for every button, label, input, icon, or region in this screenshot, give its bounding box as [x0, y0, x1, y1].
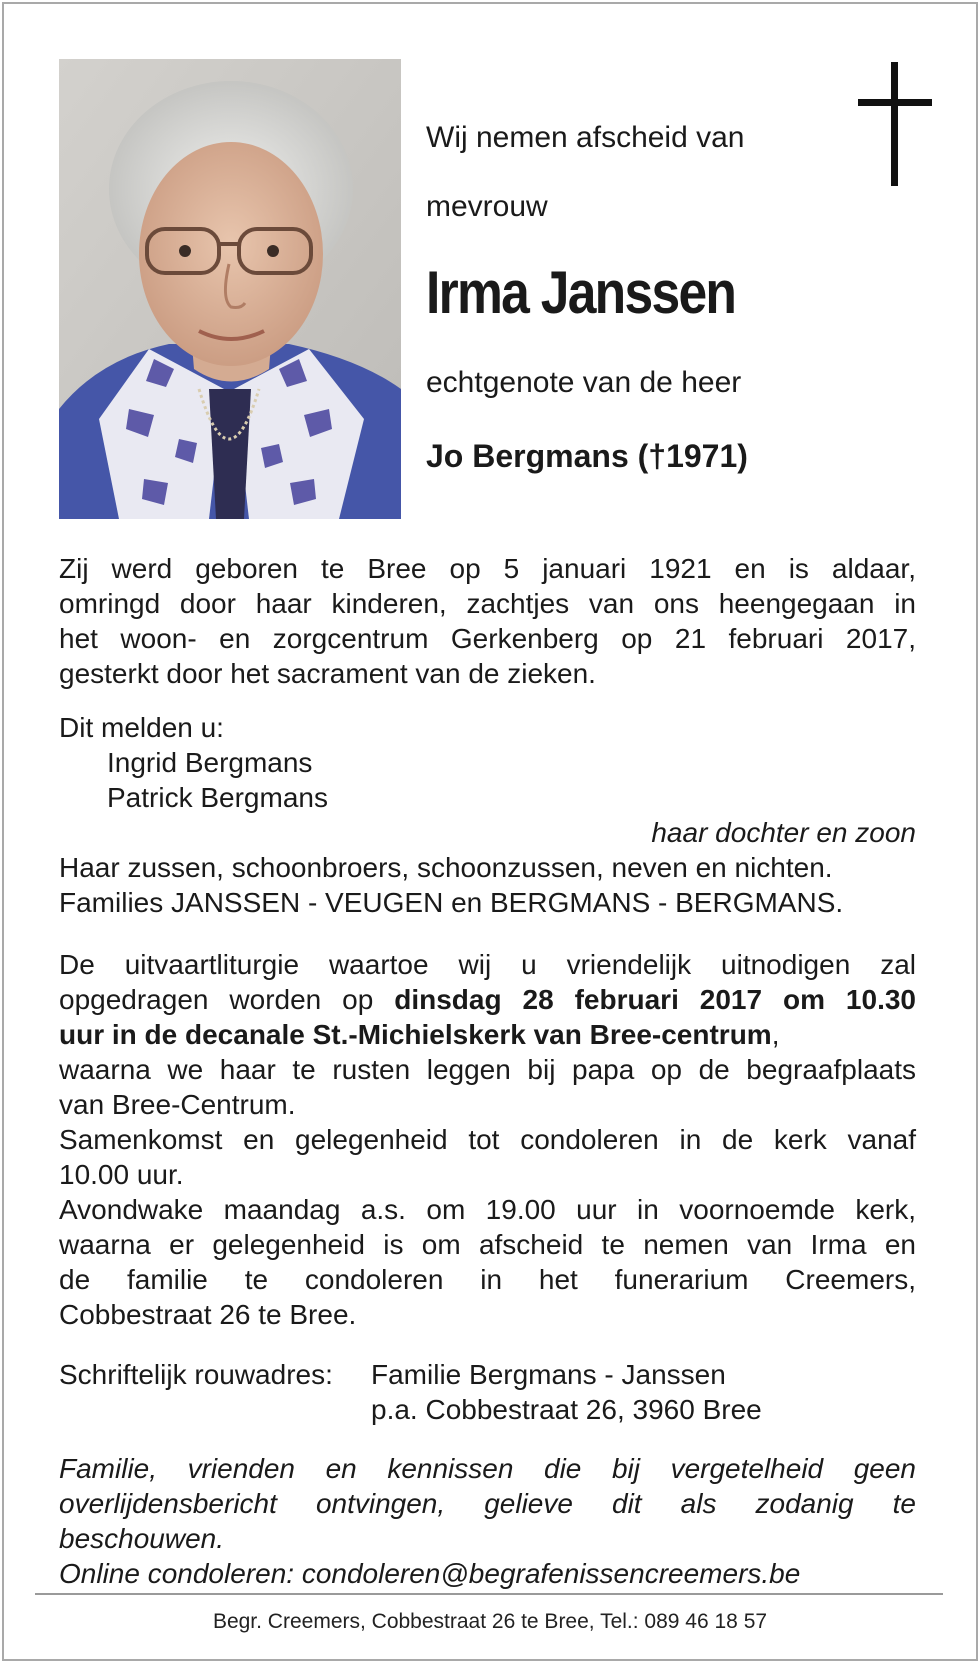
birth-line: Zij werd geboren te Bree op 5 januari 1921 en is aldaar,: [59, 553, 916, 584]
announcers-paragraph: [59, 710, 916, 920]
liturgy-paragraph: [59, 947, 916, 1332]
portrait-photo: [59, 59, 401, 519]
address-street: p.a. Cobbestraat 26, 3960 Bree: [371, 1394, 762, 1425]
birth-paragraph: [59, 551, 916, 691]
spouse-name: Jo Bergmans (†1971): [426, 438, 748, 474]
wake-line: de familie te condoleren in het funerarium Creemers,: [59, 1264, 916, 1295]
liturgy-text: opgedragen worden op: [59, 984, 395, 1015]
liturgy-date: dinsdag 28 februari 2017 om 10.30: [394, 984, 916, 1015]
wake-line: Avondwake maandag a.s. om 19.00 uur in voornoemde kerk,: [59, 1194, 916, 1225]
intro-text: Wij nemen afscheid van: [426, 121, 745, 154]
child-name: Patrick Bergmans: [107, 782, 328, 813]
closing-line: Familie, vrienden en kennissen die bij vergetelheid geen: [59, 1453, 916, 1484]
birth-line: het woon- en zorgcentrum Gerkenberg op 21 februari 2017,: [59, 623, 916, 654]
deceased-name: Irma Janssen: [426, 259, 736, 326]
honorific: mevrouw: [426, 190, 548, 223]
wake-line: Cobbestraat 26 te Bree.: [59, 1299, 357, 1330]
liturgy-line: [59, 982, 916, 1017]
address-name: Familie Bergmans - Janssen: [371, 1359, 726, 1390]
liturgy-line: De uitvaartliturgie waartoe wij u vriendelijk uitnodigen zal: [59, 949, 916, 980]
children-relation: haar dochter en zoon: [651, 817, 916, 848]
relatives-line: Haar zussen, schoonbroers, schoonzussen, neven en nichten.: [59, 852, 833, 883]
wake-line: waarna er gelegenheid is om afscheid te nemen van Irma en: [59, 1229, 916, 1260]
closing-line: overlijdensbericht ontvingen, gelieve dit als zodanig te: [59, 1488, 916, 1519]
liturgy-location: uur in de decanale St.-Michielskerk van Bree-centrum: [59, 1019, 772, 1050]
mourning-address: [59, 1357, 916, 1427]
online-condolence: Online condoleren: condoleren@begrafenissencreemers.be: [59, 1558, 801, 1589]
child-name: Ingrid Bergmans: [107, 747, 313, 778]
families-line: Families JANSSEN - VEUGEN en BERGMANS - BERGMANS.: [59, 887, 844, 918]
liturgy-text: ,: [771, 1019, 780, 1050]
cross-icon: [858, 62, 932, 186]
announcers-lead: Dit melden u:: [59, 712, 224, 743]
liturgy-line: waarna we haar te rusten leggen bij papa op de begraafplaats: [59, 1054, 916, 1085]
birth-line: omringd door haar kinderen, zachtjes van ons heengegaan in: [59, 588, 916, 619]
footer-text: Begr. Creemers, Cobbestraat 26 te Bree, Tel.: 089 46 18 57: [212, 1610, 768, 1633]
divider: [35, 1593, 943, 1595]
gathering-line: Samenkomst en gelegenheid tot condoleren in de kerk vanaf: [59, 1124, 916, 1155]
liturgy-line: [59, 1017, 916, 1052]
closing-paragraph: [59, 1451, 916, 1591]
liturgy-line: van Bree-Centrum.: [59, 1089, 296, 1120]
address-label: Schriftelijk rouwadres:: [59, 1359, 333, 1390]
birth-line: gesterkt door het sacrament van de zieken.: [59, 658, 596, 689]
gathering-line: 10.00 uur.: [59, 1159, 184, 1190]
closing-line: beschouwen.: [59, 1523, 225, 1554]
spouse-relation: echtgenote van de heer: [426, 366, 742, 399]
